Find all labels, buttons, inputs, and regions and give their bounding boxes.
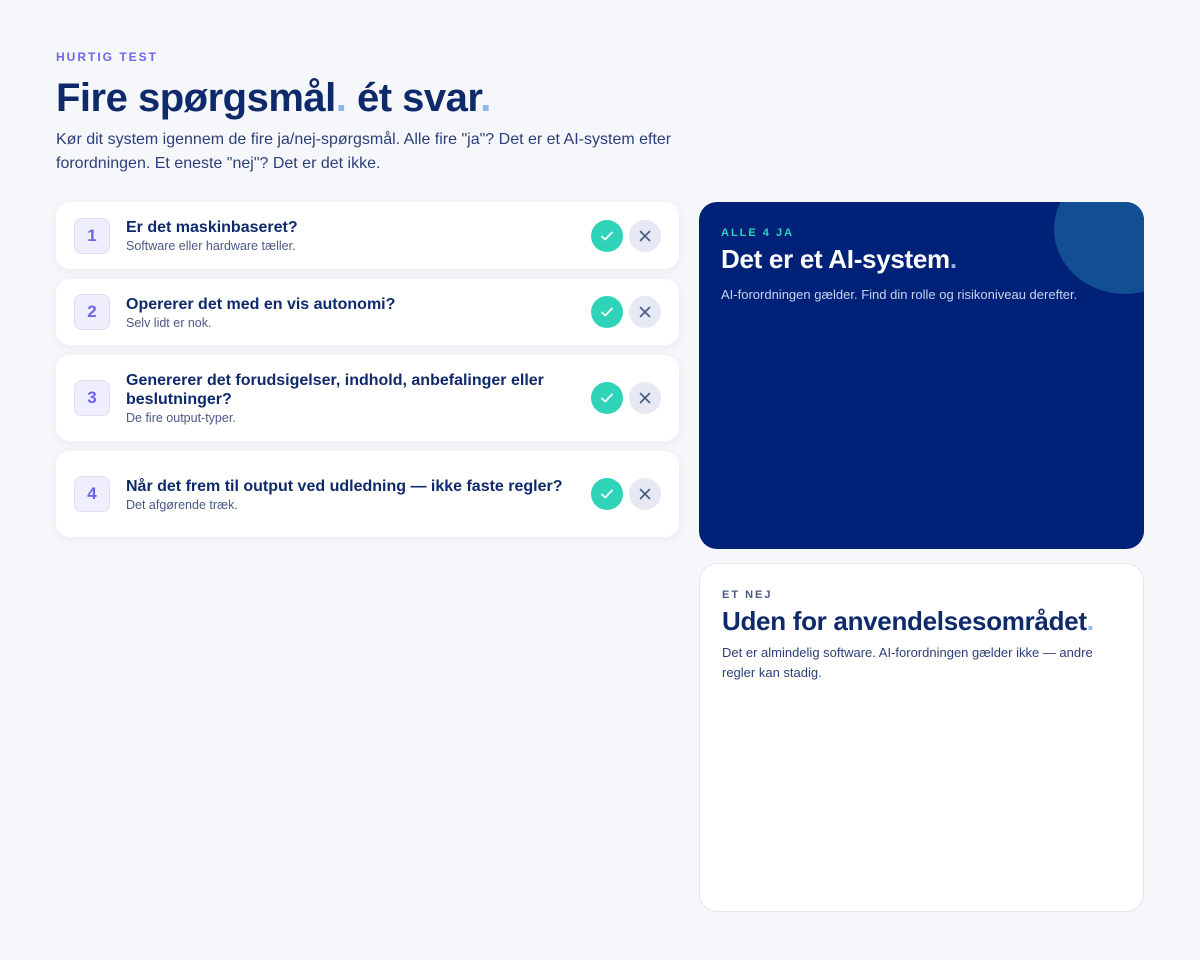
page-title [56, 76, 491, 121]
title-dot-2: . [480, 76, 491, 120]
question-card-2 [56, 279, 679, 345]
close-icon [638, 391, 652, 405]
check-icon [599, 228, 615, 244]
title-dot-1: . [335, 76, 347, 120]
question-card-3 [56, 355, 679, 441]
answer-buttons [591, 296, 661, 328]
no-button[interactable] [629, 296, 661, 328]
yes-button[interactable] [591, 220, 623, 252]
intro-text: Kør dit system igennem de fire ja/nej-spørgsmål. Alle fire "ja"? Det er et AI-system efter forordningen. Et eneste "nej"? Det er det ikke. [56, 131, 672, 172]
close-icon [638, 229, 652, 243]
question-title: Genererer det forudsigelser, indhold, anbefalinger eller beslutninger? [126, 372, 544, 408]
result-card-yes [699, 202, 1144, 549]
result-heading [721, 244, 957, 275]
question-title: Når det frem til output ved udledning — ikke faste regler? [126, 477, 563, 495]
result-heading-dot: . [949, 244, 957, 274]
eyebrow: HURTIG TEST [56, 50, 158, 64]
result-body: Det er almindelig software. AI-forordningen gælder ikke — andre regler kan stadig. [722, 645, 1093, 680]
check-icon [599, 390, 615, 406]
question-text [126, 218, 661, 253]
check-icon [599, 486, 615, 502]
yes-button[interactable] [591, 478, 623, 510]
title-part-2: ét svar [346, 76, 481, 120]
question-subtitle: Selv lidt er nok. [126, 315, 212, 330]
question-text [126, 295, 661, 330]
question-text [126, 371, 661, 425]
result-heading [722, 606, 1094, 637]
result-heading-text: Uden for anvendelsesområdet [722, 606, 1087, 636]
result-heading-dot: . [1086, 606, 1094, 636]
answer-buttons [591, 220, 661, 252]
question-list [56, 202, 679, 547]
question-card-4 [56, 451, 679, 537]
question-subtitle: De fire output-typer. [126, 411, 236, 425]
result-heading-text: Det er et AI-system [721, 244, 950, 274]
question-title: Opererer det med en vis autonomi? [126, 295, 396, 313]
no-button[interactable] [629, 478, 661, 510]
yes-button[interactable] [591, 382, 623, 414]
no-button[interactable] [629, 220, 661, 252]
result-body: AI-forordningen gælder. Find din rolle og risikoniveau derefter. [721, 287, 1078, 302]
question-card-1 [56, 202, 679, 269]
title-part-1: Fire spørgsmål [56, 76, 336, 120]
question-subtitle: Det afgørende træk. [126, 497, 238, 512]
answer-buttons [591, 478, 661, 510]
decorative-circle [1054, 202, 1144, 294]
question-number: 4 [74, 476, 110, 512]
close-icon [638, 487, 652, 501]
check-icon [599, 304, 615, 320]
result-card-no [699, 563, 1144, 912]
question-number: 2 [74, 294, 110, 330]
close-icon [638, 305, 652, 319]
question-number: 1 [74, 218, 110, 254]
question-title: Er det maskinbaseret? [126, 219, 298, 236]
question-subtitle: Software eller hardware tæller. [126, 239, 296, 253]
result-label: ALLE 4 JA [721, 227, 795, 239]
result-label: ET NEJ [722, 589, 773, 601]
yes-button[interactable] [591, 296, 623, 328]
question-number: 3 [74, 380, 110, 416]
answer-buttons [591, 382, 661, 414]
no-button[interactable] [629, 382, 661, 414]
question-text [126, 477, 661, 512]
